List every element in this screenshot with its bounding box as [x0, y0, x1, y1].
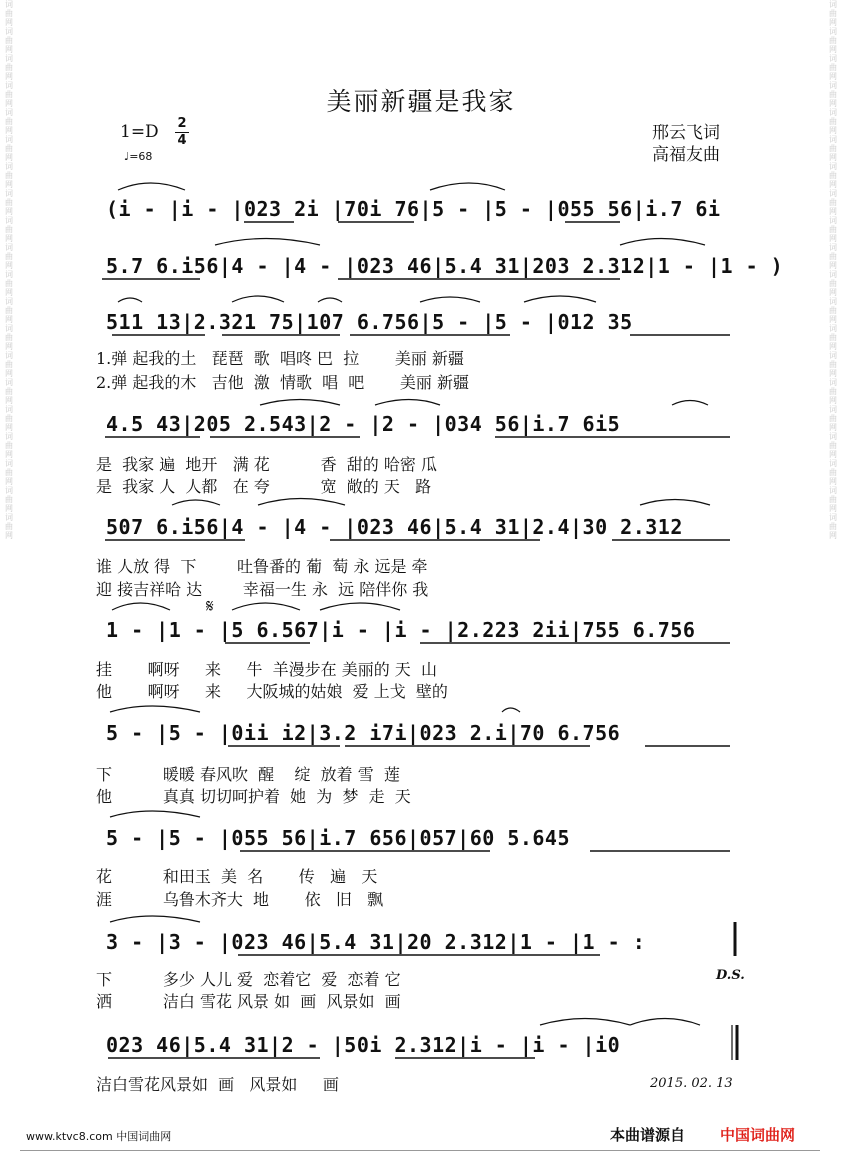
lyricist: 邢云飞词 [652, 123, 720, 143]
notation-row-7: 5 - |5 - |0ii i2|3.2 i7i|023 2.i|70 6.756 [106, 721, 621, 745]
slur [420, 297, 480, 302]
slur [215, 239, 320, 246]
segno-sign: 𝄋 [206, 596, 214, 617]
lyric-row-9-verse-2: 洒 洁白 雪花 风景 如 画 风景如 画 [96, 992, 401, 1011]
lyric-row-8-verse-1: 花 和田玉 美 名 传 遍 天 [96, 867, 378, 886]
slur [640, 500, 710, 506]
tempo-marking: ♩=68 [124, 150, 153, 163]
slur [232, 603, 300, 610]
watermark-right: 词曲网词曲网词曲网词曲网词曲网词曲网词曲网词曲网词曲网词曲网词曲网词曲网词曲网词曲网词曲网词曲网词曲网词曲网词曲网词曲网 [829, 0, 837, 540]
dal-segno-marking: D.S. [716, 968, 745, 983]
lyric-row-8-verse-2: 涯 乌鲁木齐大 地 依 旧 飘 [96, 890, 384, 909]
lyric-row-5-verse-1: 谁 人放 得 下 吐鲁番的 葡 萄 永 远是 牵 [96, 557, 428, 576]
slur [118, 183, 185, 190]
lyric-row-3-verse-1: 1.弹 起我的土 琵琶 歌 唱咚 巴 拉 美丽 新疆 [96, 349, 464, 368]
slur [110, 706, 200, 712]
key-signature: 1=D [120, 122, 159, 142]
lyric-row-9-verse-1: 下 多少 人儿 爱 恋着它 爱 恋着 它 [96, 970, 401, 989]
meter-bottom: 4 [177, 133, 187, 148]
lyric-row-5-verse-2: 迎 接吉祥哈 达 幸福一生 永 远 陪伴你 我 [96, 580, 429, 599]
lyric-row-6-verse-2: 他 啊呀 来 大阪城的姑娘 爱 上戈 壁的 [96, 682, 448, 701]
slur [110, 811, 200, 817]
lyric-row-7-verse-2: 他 真真 切切呵护着 她 为 梦 走 天 [96, 787, 411, 806]
notation-row-2: 5.7 6.i56|4 - |4 - |023 46|5.4 31|203 2.312|1 - |1 - ) [106, 254, 784, 278]
slur [172, 500, 220, 505]
lyric-row-4-verse-2: 是 我家 人 人都 在 夸 宽 敞的 天 路 [96, 477, 432, 496]
notation-row-9: 3 - |3 - |023 46|5.4 31|20 2.312|1 - |1 - : [106, 930, 646, 954]
notation-row-4: 4.5 43|205 2.543|2 - |2 - |034 56|i.7 6i5 [106, 412, 621, 436]
footer-source-label: 本曲谱源自 [610, 1126, 686, 1144]
slur [430, 183, 505, 190]
notation-row-3: 511 13|2.321 75|107 6.756|5 - |5 - |012 35 [106, 310, 633, 334]
slur [260, 400, 340, 406]
notation-row-1: (i - |i - |023 2i |70i 76|5 - |5 - |055 56|i.7 6i [106, 197, 721, 221]
slur [320, 603, 400, 610]
song-title: 美丽新疆是我家 [326, 87, 516, 116]
slur [630, 1019, 700, 1026]
lyric-row-10: 洁白雪花风景如 画 风景如 画 [96, 1075, 339, 1094]
date: 2015. 02. 13 [650, 1076, 733, 1091]
slur [258, 499, 345, 506]
watermark-left: 词曲网词曲网词曲网词曲网词曲网词曲网词曲网词曲网词曲网词曲网词曲网词曲网词曲网词曲网词曲网词曲网词曲网词曲网词曲网词曲网 [5, 0, 13, 540]
slur [118, 298, 142, 302]
slur [524, 296, 596, 302]
footer-brand[interactable]: 中国词曲网 [720, 1126, 796, 1144]
slur [110, 916, 200, 922]
slur [318, 298, 342, 302]
lyric-row-3-verse-2: 2.弹 起我的木 吉他 激 情歌 唱 吧 美丽 新疆 [96, 373, 469, 392]
footer-site[interactable]: www.ktvc8.com 中国词曲网 [26, 1130, 172, 1143]
notation-row-10: 023 46|5.4 31|2 - |50i 2.312|i - |i - |i0 [106, 1033, 621, 1057]
slur [502, 708, 520, 712]
slur [672, 401, 708, 406]
slur [375, 400, 440, 406]
composer: 高福友曲 [652, 145, 720, 165]
slur [540, 1019, 630, 1026]
notation-row-8: 5 - |5 - |055 56|i.7 656|057|60 5.645 [106, 826, 571, 850]
lyric-row-6-verse-1: 挂 啊呀 来 牛 羊漫步在 美丽的 天 山 [96, 660, 437, 679]
meter-top: 2 [177, 116, 187, 131]
lyric-row-4-verse-1: 是 我家 遍 地开 满 花 香 甜的 哈密 瓜 [96, 455, 437, 474]
slur [112, 603, 170, 610]
notation-row-6: 1 - |1 - |5 6.567|i - |i - |2.223 2ii|755 6.756 [106, 618, 696, 642]
slur [232, 296, 284, 302]
notation-row-5: 507 6.i56|4 - |4 - |023 46|5.4 31|2.4|30 2.312 [106, 515, 683, 539]
slur [620, 239, 705, 246]
lyric-row-7-verse-1: 下 暖暖 春风吹 醒 绽 放着 雪 莲 [96, 765, 400, 784]
